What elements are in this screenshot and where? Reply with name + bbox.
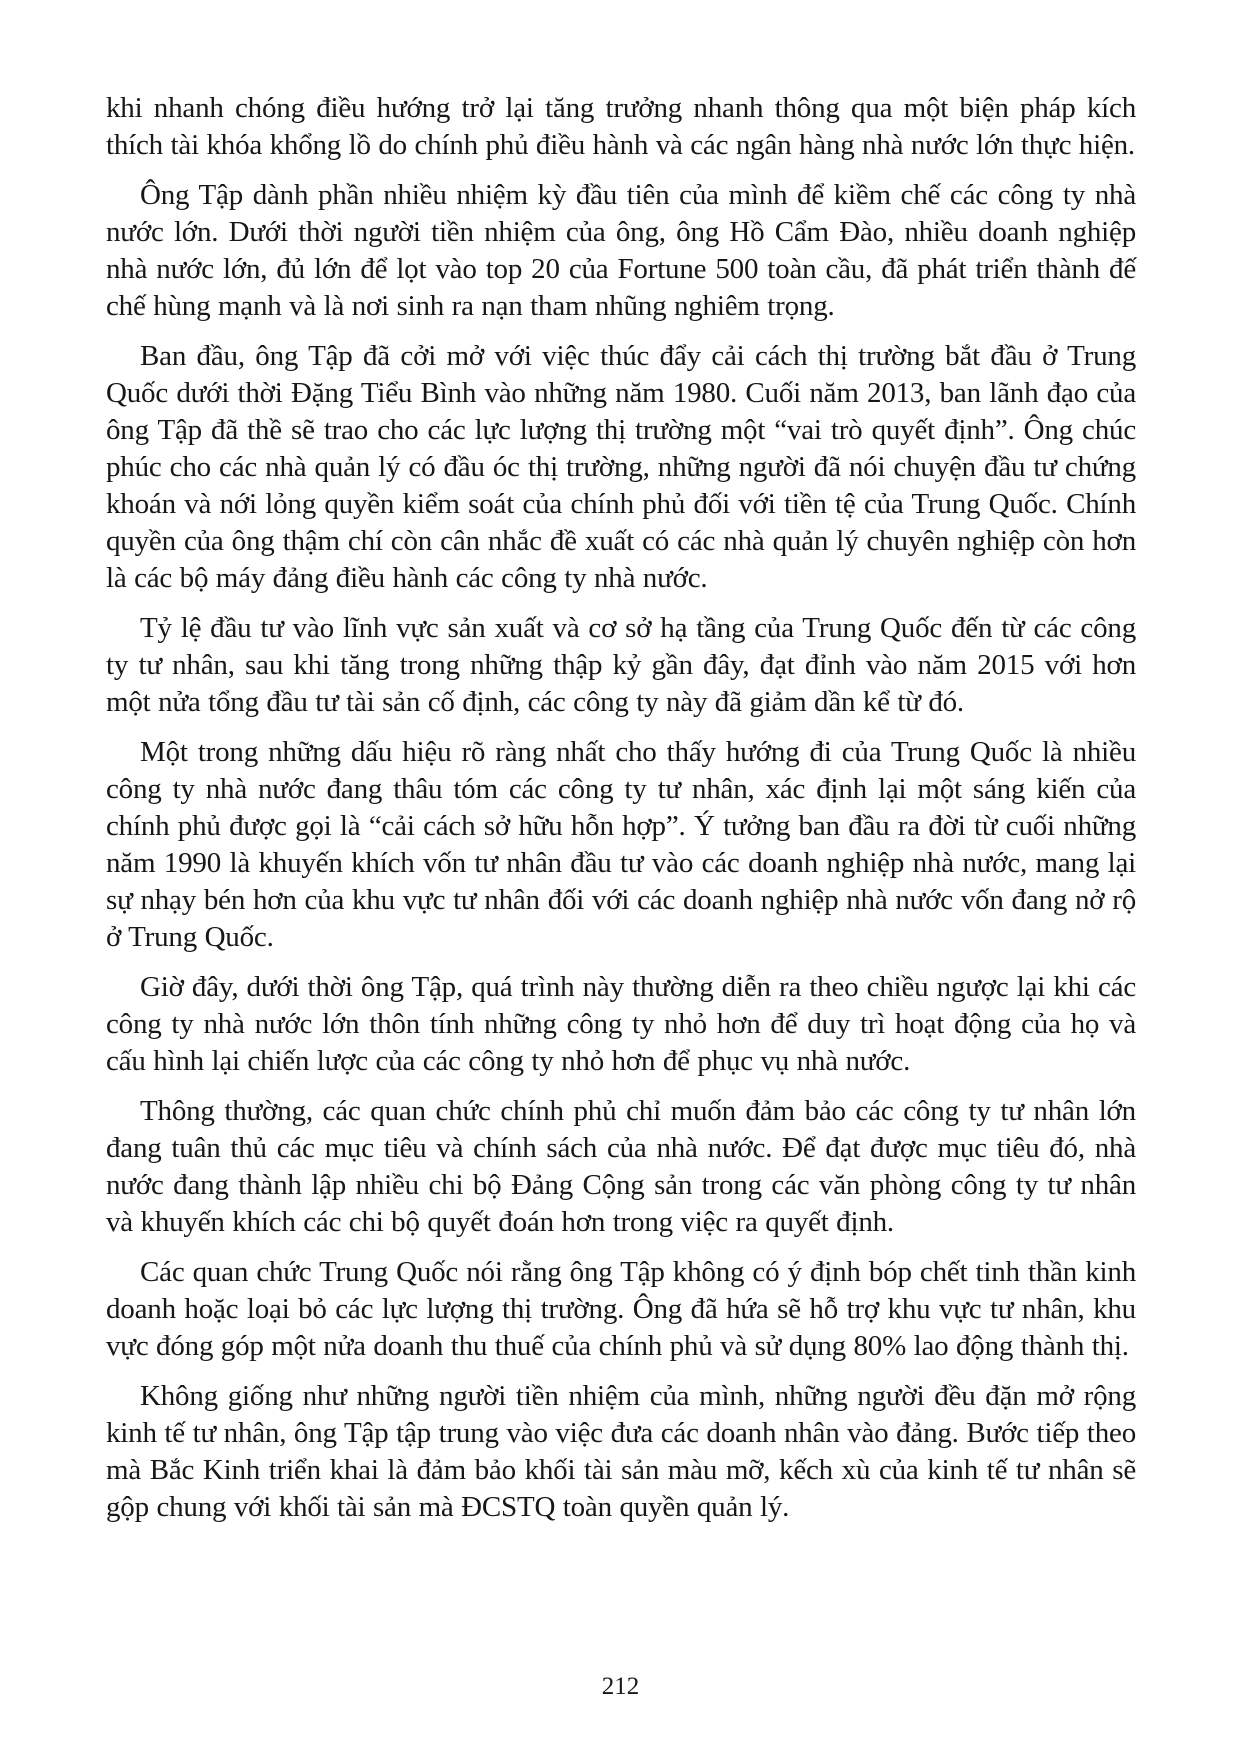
paragraph: Ông Tập dành phần nhiều nhiệm kỳ đầu tiên của mình để kiềm chế các công ty nhà nước lớn. Dưới thời người tiền nhiệm của ông, ông Hồ Cẩm Đào, nhiều doanh nghiệp nhà nước lớn, đủ lớn để lọt vào top 20 của Fortune 500 toàn cầu, đã phát triển thành đế chế hùng mạnh và là nơi sinh ra nạn tham nhũng nghiêm trọng. xyxy=(106,179,1136,322)
paragraph: Các quan chức Trung Quốc nói rằng ông Tập không có ý định bóp chết tinh thần kinh doanh hoặc loại bỏ các lực lượng thị trường. Ông đã hứa sẽ hỗ trợ khu vực tư nhân, khu vực đóng góp một nửa doanh thu thuế của chính phủ và sử dụng 80% lao động thành thị. xyxy=(106,1256,1136,1362)
paragraph: Tỷ lệ đầu tư vào lĩnh vực sản xuất và cơ sở hạ tầng của Trung Quốc đến từ các công ty tư nhân, sau khi tăng trong những thập kỷ gần đây, đạt đỉnh vào năm 2015 với hơn một nửa tổng đầu tư tài sản cố định, các công ty này đã giảm dần kể từ đó. xyxy=(106,612,1136,718)
paragraph: Giờ đây, dưới thời ông Tập, quá trình này thường diễn ra theo chiều ngược lại khi các công ty nhà nước lớn thôn tính những công ty nhỏ hơn để duy trì hoạt động của họ và cấu hình lại chiến lược của các công ty nhỏ hơn để phục vụ nhà nước. xyxy=(106,971,1136,1077)
paragraph: Một trong những dấu hiệu rõ ràng nhất cho thấy hướng đi của Trung Quốc là nhiều công ty nhà nước đang thâu tóm các công ty tư nhân, xác định lại một sáng kiến của chính phủ được gọi là “cải cách sở hữu hỗn hợp”. Ý tưởng ban đầu ra đời từ cuối những năm 1990 là khuyến khích vốn tư nhân đầu tư vào các doanh nghiệp nhà nước, mang lại sự nhạy bén hơn của khu vực tư nhân đối với các doanh nghiệp nhà nước vốn đang nở rộ ở Trung Quốc. xyxy=(106,736,1136,953)
paragraph-continuation: khi nhanh chóng điều hướng trở lại tăng trưởng nhanh thông qua một biện pháp kích thích tài khóa khổng lồ do chính phủ điều hành và các ngân hàng nhà nước lớn thực hiện. xyxy=(106,92,1136,161)
paragraph: Thông thường, các quan chức chính phủ chỉ muốn đảm bảo các công ty tư nhân lớn đang tuân thủ các mục tiêu và chính sách của nhà nước. Để đạt được mục tiêu đó, nhà nước đang thành lập nhiều chi bộ Đảng Cộng sản trong các văn phòng công ty tư nhân và khuyến khích các chi bộ quyết đoán hơn trong việc ra quyết định. xyxy=(106,1095,1136,1238)
paragraph: Không giống như những người tiền nhiệm của mình, những người đều đặn mở rộng kinh tế tư nhân, ông Tập tập trung vào việc đưa các doanh nhân vào đảng. Bước tiếp theo mà Bắc Kinh triển khai là đảm bảo khối tài sản màu mỡ, kếch xù của kinh tế tư nhân sẽ gộp chung với khối tài sản mà ĐCSTQ toàn quyền quản lý. xyxy=(106,1380,1136,1523)
page-text-block xyxy=(106,90,1136,1539)
page-number: 212 xyxy=(601,1673,640,1700)
paragraph: Ban đầu, ông Tập đã cởi mở với việc thúc đẩy cải cách thị trường bắt đầu ở Trung Quốc dưới thời Đặng Tiểu Bình vào những năm 1980. Cuối năm 2013, ban lãnh đạo của ông Tập đã thề sẽ trao cho các lực lượng thị trường một “vai trò quyết định”. Ông chúc phúc cho các nhà quản lý có đầu óc thị trường, những người đã nói chuyện đầu tư chứng khoán và nới lỏng quyền kiểm soát của chính phủ đối với tiền tệ của Trung Quốc. Chính quyền của ông thậm chí còn cân nhắc đề xuất có các nhà quản lý chuyên nghiệp còn hơn là các bộ máy đảng điều hành các công ty nhà nước. xyxy=(106,340,1136,594)
